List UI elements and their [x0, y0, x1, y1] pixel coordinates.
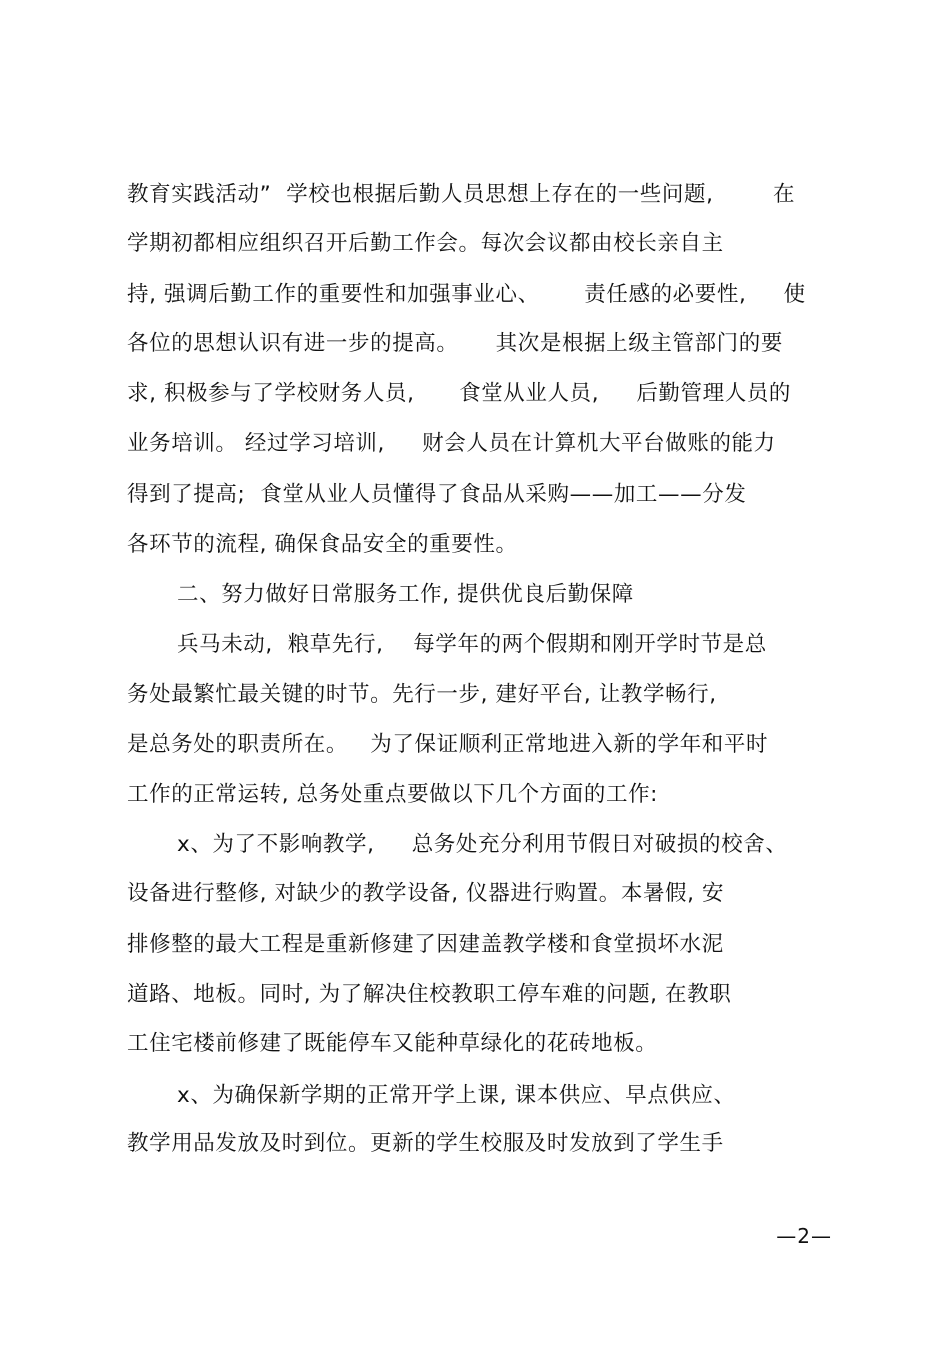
text-line: 教学用品发放及时到位。更新的学生校服及时发放到了学生手	[127, 1131, 724, 1156]
text-line: 排修整的最大工程是重新修建了因建盖教学楼和食堂损坏水泥	[127, 932, 724, 957]
text-line: 持, 强调后勤工作的重要性和加强事业心、 责任感的必要性, 使	[127, 282, 806, 307]
text-line: 是总务处的职责所在。 为了保证顺利正常地进入新的学年和平时	[127, 732, 769, 757]
text-line: 工作的正常运转, 总务处重点要做以下几个方面的工作:	[127, 782, 659, 807]
text-line: 学期初都相应组织召开后勤工作会。每次会议都由校长亲自主	[127, 231, 724, 256]
text-line: 设备进行整修, 对缺少的教学设备, 仪器进行购置。本暑假, 安	[127, 881, 725, 906]
text-line: 求, 积极参与了学校财务人员, 食堂从业人员, 后勤管理人员的	[127, 381, 792, 406]
text-line: 兵马未动, 粮草先行, 每学年的两个假期和刚开学时节是总	[177, 632, 767, 657]
text-line: 道路、地板。同时, 为了解决住校教职工停车难的问题, 在教职	[127, 982, 732, 1007]
section-heading: 二、努力做好日常服务工作, 提供优良后勤保障	[177, 582, 634, 607]
text-line: x、为了不影响教学, 总务处充分利用节假日对破损的校舍、	[177, 832, 788, 857]
page-number: —2—	[776, 1224, 832, 1248]
text-line: 各环节的流程, 确保食品安全的重要性。	[127, 532, 518, 557]
text-line: 各位的思想认识有进一步的提高。 其次是根据上级主管部门的要	[127, 331, 783, 356]
text-line: 务处最繁忙最关键的时节。先行一步, 建好平台, 让教学畅行,	[127, 682, 717, 707]
text-line: x、为确保新学期的正常开学上课, 课本供应、早点供应、	[177, 1083, 736, 1108]
text-line: 教育实践活动” 学校也根据后勤人员思想上存在的一些问题, 在	[127, 182, 796, 207]
text-line: 工住宅楼前修建了既能停车又能种草绿化的花砖地板。	[127, 1031, 658, 1056]
text-line: 业务培训。 经过学习培训, 财会人员在计算机大平台做账的能力	[127, 431, 776, 456]
text-line: 得到了提高; 食堂从业人员懂得了食品从采购——加工——分发	[127, 482, 747, 507]
